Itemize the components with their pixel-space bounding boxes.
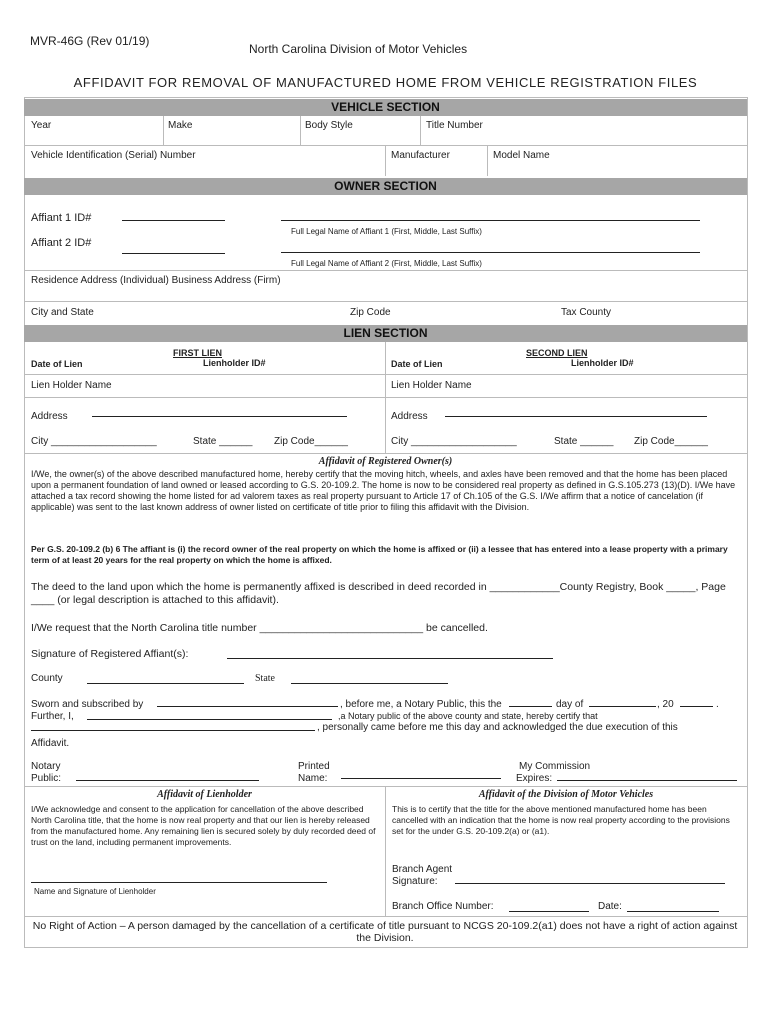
first-lien-label: FIRST LIEN: [173, 348, 222, 358]
affiant-requirement: Per G.S. 20-109.2 (b) 6 The affiant is (i) the record owner of the real property on which the home is affixed or (ii) a lessee that has entered into a lease property with a primary term of at least 20 years for the real property on which the home is affixed.: [31, 544, 728, 565]
sworn-by-label: Sworn and subscribed by: [31, 699, 144, 710]
owner-section-header: OWNER SECTION: [24, 178, 747, 195]
day-input[interactable]: [509, 706, 552, 707]
appeared-clause: , personally came before me this day and acknowledged the due execution of this: [317, 722, 678, 733]
dmv-affidavit-heading: Affidavit of the Division of Motor Vehicles: [478, 789, 654, 800]
first-date-of-lien[interactable]: Date of Lien: [31, 359, 83, 369]
second-lien-city[interactable]: City ___________________: [391, 436, 517, 447]
notary-clause: ,a Notary public of the above county and state, hereby certify that: [338, 711, 598, 721]
branch-agent-signature-label: Signature:: [392, 876, 438, 887]
form-title: AFFIDAVIT FOR REMOVAL OF MANUFACTURED HOME FROM VEHICLE REGISTRATION FILES: [73, 75, 698, 90]
lienholder-signature-label: Name and Signature of Lienholder: [34, 887, 156, 896]
lienholder-signature-input[interactable]: [31, 882, 327, 883]
further-label: Further, I,: [31, 711, 74, 722]
tax-county-field[interactable]: Tax County: [561, 307, 612, 318]
affiant1-id-input[interactable]: [122, 220, 225, 221]
year-20-label: , 20: [657, 699, 674, 710]
notary-public-label: Public:: [31, 773, 62, 784]
affiant2-name-input[interactable]: [281, 252, 700, 253]
manufacturer-field[interactable]: Manufacturer: [391, 150, 450, 161]
commission-expires-label: Expires:: [516, 773, 553, 784]
sworn-line-period: .: [716, 699, 719, 710]
second-date-of-lien[interactable]: Date of Lien: [391, 359, 443, 369]
vin-field[interactable]: Vehicle Identification (Serial) Number: [31, 150, 196, 161]
before-me-label: , before me, a Notary Public, this the: [340, 699, 502, 710]
notary-county-input[interactable]: [87, 683, 244, 684]
dmv-affidavit-body: This is to certify that the title for the above mentioned manufactured home has been cancelled with an indication that the home is now real property according to the provisions set for the under G.S. 20-109.2(a) or (a1).: [392, 804, 730, 836]
make-field[interactable]: Make: [168, 120, 193, 131]
commission-expires-input[interactable]: [557, 780, 737, 781]
notary-county-label: County: [31, 673, 63, 684]
residence-address-field[interactable]: Residence Address (Individual) Business Address (Firm): [31, 275, 281, 286]
appeared-name-input[interactable]: [31, 730, 315, 731]
title-cancel-request[interactable]: I/We request that the North Carolina title number ____________________________ be cancelled.: [31, 622, 488, 634]
second-lien-address-input[interactable]: [445, 416, 707, 417]
first-lien-state[interactable]: State ______: [193, 436, 253, 447]
dmv-date-label: Date:: [598, 901, 622, 912]
sworn-by-input[interactable]: [157, 706, 338, 707]
affiant-signature-label: Signature of Registered Affiant(s):: [31, 648, 189, 660]
deed-statement[interactable]: The deed to the land upon which the home is permanently affixed is described in deed recorded in ____________County Registry, Book _____, Page ____ (or legal description is attached to this affidavit).: [31, 581, 726, 606]
first-lienholder-id-label: Lienholder ID#: [203, 358, 266, 368]
first-lien-address-input[interactable]: [92, 416, 347, 417]
owner-affidavit-heading: Affidavit of Registered Owner(s): [318, 456, 453, 467]
second-lien-zip[interactable]: Zip Code______: [634, 436, 708, 447]
affiant2-id-input[interactable]: [122, 253, 225, 254]
month-input[interactable]: [589, 706, 656, 707]
first-lien-city[interactable]: City ___________________: [31, 436, 157, 447]
footer-notice: No Right of Action – A person damaged by the cancellation of a certificate of title pursuant to NCGS 20-109.2(a1) does not have a right of action against the Division.: [32, 920, 738, 944]
second-lien-address-label: Address: [391, 411, 428, 422]
day-of-label: day of: [556, 699, 584, 710]
branch-office-label: Branch Office Number:: [392, 901, 494, 912]
form-number: MVR-46G (Rev 01/19): [30, 34, 150, 48]
year-input[interactable]: [680, 706, 713, 707]
zip-code-field[interactable]: Zip Code: [350, 307, 391, 318]
lienholder-affidavit-body: I/We acknowledge and consent to the application for cancellation of the above described North Carolina title, that the home is now real property and that our lien is hereby released from the manufactured home. Any remaining lien is secured solely by duly recorded deed of trust on the land, including permanent improvements.: [31, 804, 376, 847]
body-style-field[interactable]: Body Style: [305, 120, 353, 131]
branch-office-input[interactable]: [509, 911, 589, 912]
printed-name-input[interactable]: [341, 778, 501, 779]
second-lien-state[interactable]: State ______: [554, 436, 614, 447]
title-number-field[interactable]: Title Number: [426, 120, 483, 131]
affiant1-name-input[interactable]: [281, 220, 700, 221]
branch-agent-label: Branch Agent: [392, 864, 453, 875]
year-field[interactable]: Year: [31, 120, 52, 131]
city-state-field[interactable]: City and State: [31, 307, 94, 318]
second-lien-holder-name[interactable]: Lien Holder Name: [391, 380, 472, 391]
lienholder-affidavit-heading: Affidavit of Lienholder: [157, 789, 252, 800]
second-lien-label: SECOND LIEN: [526, 348, 588, 358]
affidavit-word: Affidavit.: [31, 738, 70, 749]
notary-name-input[interactable]: [87, 719, 332, 720]
printed-name-label: Name:: [298, 773, 328, 784]
dmv-date-input[interactable]: [627, 911, 719, 912]
owner-affidavit-body: I/We, the owner(s) of the above described manufactured home, hereby certify that the moving hitch, wheels, and axles have been removed and that the home has been placed upon a permanent foundation of land owned or leased according to G.S. 20-109.2. The home is now to be considered real property as defined in G.S.105.273 (13)(D). I/We have attached a tax record showing the home listed for ad valorem taxes as real property pursuant to Article 17 of Ch.105 of the G.S. I/We affirm that a notice of cancelation (if applicable) was sent to the last known address of owner listed on certificate of title prior to filing this affidavit with the Division.: [31, 469, 736, 512]
lien-section-header: LIEN SECTION: [24, 325, 747, 342]
affiant1-name-label: Full Legal Name of Affiant 1 (First, Middle, Last Suffix): [291, 227, 482, 236]
affiant1-id-label: Affiant 1 ID#: [31, 212, 92, 224]
printed-label: Printed: [298, 761, 330, 772]
notary-label: Notary: [31, 761, 61, 772]
affiant-signature-input[interactable]: [227, 658, 553, 659]
agency-name: North Carolina Division of Motor Vehicles: [249, 42, 468, 56]
affiant2-name-label: Full Legal Name of Affiant 2 (First, Middle, Last Suffix): [291, 259, 482, 268]
vehicle-section-header: VEHICLE SECTION: [24, 99, 747, 116]
first-lien-zip[interactable]: Zip Code______: [274, 436, 348, 447]
branch-agent-signature-input[interactable]: [455, 883, 725, 884]
commission-label: My Commission: [519, 761, 591, 772]
first-lien-address-label: Address: [31, 411, 68, 422]
affiant2-id-label: Affiant 2 ID#: [31, 237, 92, 249]
notary-state-input[interactable]: [291, 683, 448, 684]
first-lien-holder-name[interactable]: Lien Holder Name: [31, 380, 112, 391]
second-lienholder-id-label: Lienholder ID#: [571, 358, 634, 368]
model-name-field[interactable]: Model Name: [493, 150, 550, 161]
notary-state-label: State: [255, 673, 275, 684]
notary-public-input[interactable]: [76, 780, 259, 781]
